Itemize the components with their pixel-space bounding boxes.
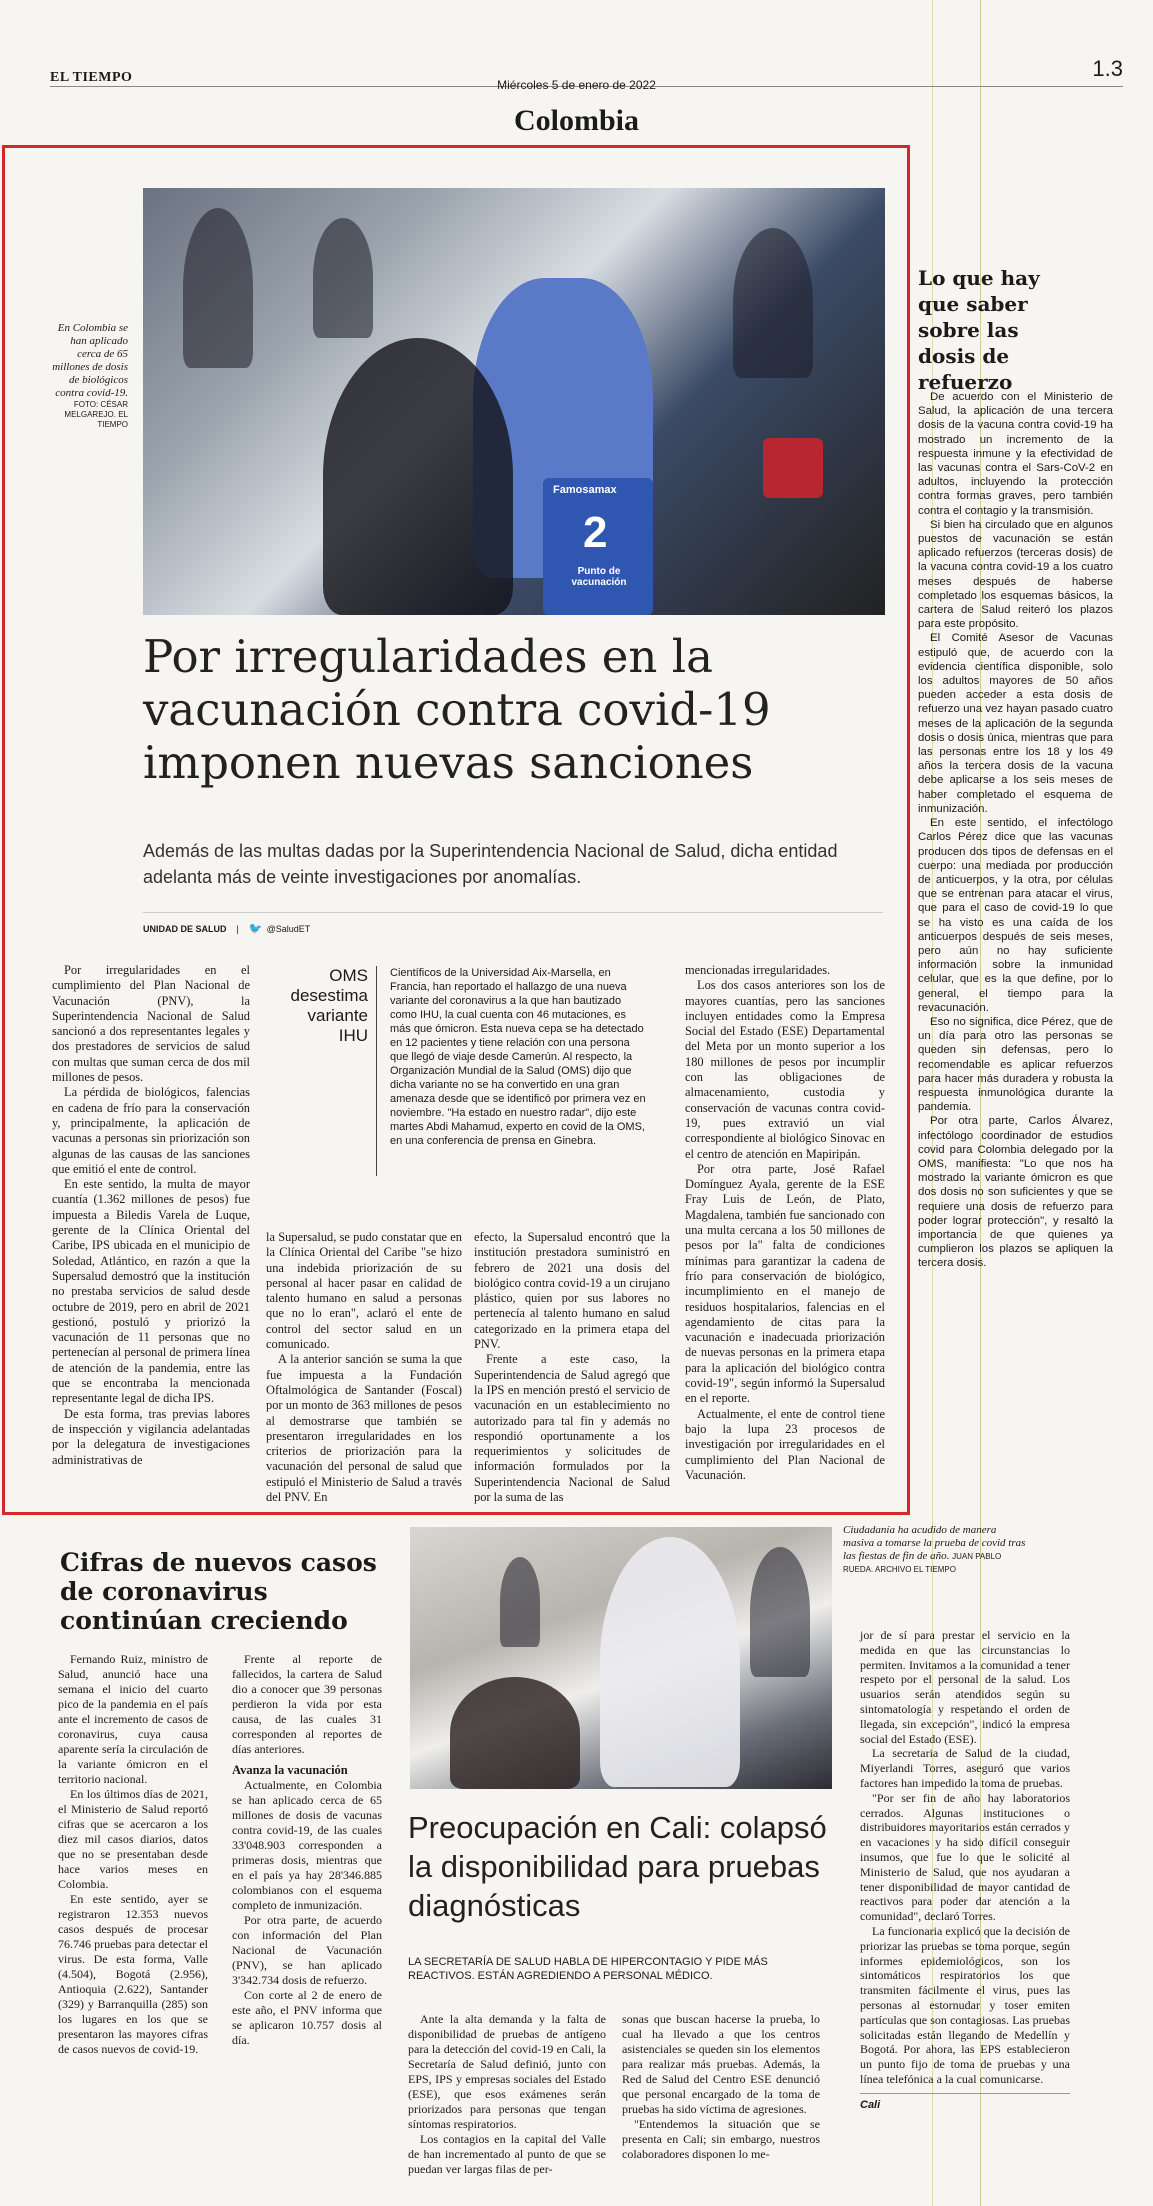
cali-photo (410, 1527, 832, 1789)
main-col-4 (685, 963, 885, 1483)
paragraph: De esta forma, tras previas labores de inspección y vigilancia adelantadas por la delegatura de investigaciones administrativas de (52, 1406, 250, 1467)
byline-bar (143, 912, 883, 937)
photo-sign-brand: Famosamax (553, 484, 617, 496)
cali-headline: Preocupación en Cali: colapsó la disponibilidad para pruebas diagnósticas (408, 1810, 827, 1923)
main-col-2 (266, 1230, 462, 1505)
oms-box-divider (376, 966, 377, 1176)
main-col-3 (474, 1230, 670, 1505)
main-photo-caption (52, 322, 128, 430)
paragraph: Con corte al 2 de enero de este año, el PNV informa que se aplicaron 10.757 dosis al día. (232, 1988, 382, 2047)
photo-figure (600, 1537, 740, 1787)
photo-sign-text: Punto de vacunación (571, 566, 627, 588)
main-photo (143, 188, 885, 615)
photo-figure (313, 218, 373, 338)
paragraph: efecto, la Supersalud encontró que la institución prestadora suministró en febrero de 2021 una dosis del biológico contra covid-19 a un cirujano plástico, quien por sus labores no pertenecía al talento humano en salud categorizado en la primera etapa del PNV. (474, 1230, 670, 1352)
cali-col-2 (622, 2012, 820, 2162)
paragraph: Por otra parte, de acuerdo con información del Plan Nacional de Vacunación (PNV), se han aplicado 3'342.734 dosis de refuerzo. (232, 1913, 382, 1987)
paragraph: En los últimos días de 2021, el Ministerio de Salud reportó cifras que se acercaron a los diez mil casos diarios, datos que no se presentaban desde hace varios meses en Colombia. (58, 1787, 208, 1891)
photo-red-bin (763, 438, 823, 498)
paragraph: En este sentido, el infectólogo Carlos Pérez dice que las vacunas producen dos tipos de defensas en el cuerpo: una mediada por producción de anticuerpos, y la otra, por células que se entrenan para atacar el virus, que para el caso de covid-19 lo que se ha visto es una caída de los anticuerpos después de seis meses, pero aún no hay suficiente información sobre la inmunidad celular, que es la que define, por lo general, el tiempo para la revacunación. (918, 817, 1113, 1014)
paragraph: Por irregularidades en el cumplimiento del Plan Nacional de Vacunación (PNV), la Superintendencia Nacional de Salud sancionó a dos representantes legales y dos prestadores de servicios de salud con multas que suman cerca de dos mil millones de pesos. (52, 963, 250, 1085)
photo-credit: JUAN PABLO RUEDA. ARCHIVO EL TIEMPO (843, 1552, 1002, 1574)
paragraph: La pérdida de biológicos, falencias en cadena de frío para la conservación y, principalmente, la aplicación de vacunas a personas sin priorización son algunas de las causas de las sanciones que emitió el ente de control. (52, 1085, 250, 1176)
byline: UNIDAD DE SALUD (143, 924, 227, 934)
paragraph: sonas que buscan hacerse la prueba, lo cual ha llevado a que los centros asistenciales se queden sin los elementos para realizar más pruebas. Además, la Red de Salud del Centro ESE denunció que personal encargado de la toma de pruebas ha sido víctima de agresiones. (622, 2012, 820, 2116)
paragraph: Si bien ha circulado que en algunos puestos de vacunación se están aplicado refuerzos (terceras dosis) de la vacuna contra covid-19 a los cuatro meses después de haberse completado los esquemas básicos, la cartera de Salud reiteró los plazos para este propósito. (918, 518, 1113, 631)
cali-photo-caption (843, 1524, 1028, 1576)
paragraph: A la anterior sanción se suma la que fue impuesta a la Fundación Oftalmológica de Santander (Foscal) por un monto de 363 millones de pesos al demostrarse que también se presentaron irregularidades en los criterios de priorización para la vacunación del personal de salud que estipuló el Ministerio de Salud a través del PNV. En (266, 1352, 462, 1505)
cali-dek: LA SECRETARÍA DE SALUD HABLA DE HIPERCONTAGIO Y PIDE MÁS REACTIVOS. ESTÁN AGREDIENDO A PERSONAL MÉDICO. (408, 1956, 768, 1982)
paragraph: Los contagios en la capital del Valle de han incrementado al punto de que se puedan ver largas filas de per- (408, 2132, 606, 2176)
photo-sign-number: 2 (583, 508, 608, 557)
paragraph: La secretaria de Salud de la ciudad, Miyerlandi Torres, aseguró que varios factores han impedido la toma de pruebas. (860, 1746, 1070, 1790)
paragraph: mencionadas irregularidades. (685, 963, 831, 977)
main-dek: Además de las multas dadas por la Superintendencia Nacional de Salud, dicha entidad adelanta más de veinte investigaciones por anomalías. (143, 841, 838, 887)
photo-patient (323, 338, 513, 615)
oms-box-title: OMS desestima variante IHU (290, 966, 368, 1045)
masthead: EL TIEMPO (50, 70, 133, 85)
paragraph: Frente al reporte de fallecidos, la cartera de Salud dio a conocer que 39 personas perdieron la vida por esta causa, de las cuales 31 corresponden al reportes de días anteriores. (232, 1652, 382, 1756)
paragraph: jor de sí para prestar el servicio en la medida en que las circunstancias lo permiten. Invitamos a la comunidad a tener respeto por el personal de la salud. Los usuarios serán atendidos según su sintomatología y respetando el orden de llegada, sin excepción", indicó la empresa social del Estado (ESE). (860, 1628, 1070, 1746)
photo-patient (450, 1677, 580, 1789)
sidebar-title: Lo que hay que saber sobre las dosis de refuerzo (918, 266, 1040, 394)
cali-col-1 (408, 2012, 606, 2177)
cifras-headline: Cifras de nuevos casos de coronavirus continúan creciendo (60, 1548, 377, 1635)
paragraph: En este sentido, ayer se registraron 12.353 nuevos casos después de procesar 76.746 pruebas para detectar el virus. De esta forma, Valle (4.504), Bogotá (2.956), Antioquia (2.622), Santander (329) y Barranquilla (285) son los lugares en los que se presentaron las mayores cifras de casos nuevos de covid-19. (58, 1892, 208, 2056)
paragraph: Eso no significa, dice Pérez, que de un día para otro las personas se queden sin defensas, pero lo recomendable es aplicar refuerzos para hacer más duradera y robusta la respuesta inmunológica durante la pandemia. (918, 1015, 1113, 1114)
cali-col-3 (860, 1628, 1070, 2113)
paragraph: Por otra parte, José Rafael Domínguez Ayala, gerente de la ESE Fray Luis de León, de Plato, Magdalena, también fue sancionado con una multa cercana a los 50 millones de pesos por la" falta de condiciones mínimas para garantizar la cadena de frío para conservación de biológico, incumplimiento en el manejo de residuos hospitalarios, falencias en el agendamiento de citas para la vacunación e inadecuada priorización de nuevas personas en la primera etapa para la aplicación del biológico contra covid-19", según informó la Supersalud en el reporte. (685, 1161, 885, 1406)
paragraph: Frente a este caso, la Superintendencia de Salud agregó que la IPS en mención prestó el servicio de vacunación en un establecimiento no autorizado para tal fin y además no respondió oportunamente a los requerimientos y solicitudes de información formulados por la Superintendencia Nacional de Salud por la suma de las (474, 1352, 670, 1505)
cifras-col-2 (232, 1652, 382, 2048)
cifras-col-1 (58, 1652, 208, 2057)
photo-figure (183, 208, 253, 368)
cifras-subhead: Avanza la vacunación (232, 1763, 348, 1777)
issue-date: Miércoles 5 de enero de 2022 (497, 78, 656, 92)
oms-box-text: Científicos de la Universidad Aix-Marsella, en Francia, han reportado el hallazgo de una nueva variante del coronavirus a la que han bautizado como IHU, la cual cuenta con 46 mutaciones, es más que ómicron. Esta nueva cepa se ha detectado en 12 pacientes y tiene relación con una persona que llegó de viaje desde Camerún. Al respecto, la Organización Mundial de la Salud (OMS) dijo que dicha variante no se ha convertido en una gran amenaza desde que se identificó por primera vez en noviembre. "Ha estado en nuestro radar", dijo este martes Abdi Mahamud, experto en covid de la OMS, en una conferencia de prensa en Ginebra. (390, 967, 646, 1147)
photo-credit: FOTO: CÉSAR MELGAREJO. EL TIEMPO (64, 400, 128, 429)
page-number: 1.3 (1092, 56, 1123, 81)
photo-figure (500, 1557, 540, 1647)
caption-text: Ciudadanía ha acudido de manera masiva a tomarse la prueba de covid tras las fiestas de fin de año. (843, 1524, 1026, 1562)
paragraph: Ante la alta demanda y la falta de disponibilidad de pruebas de antígeno para la detección del covid-19 en Cali, la Secretaría de Salud definió, junto con EPS, IPS y empresas sociales del Estado (ESE), que esos exámenes serán priorizados para personas que tengan síntomas respiratorios. (408, 2012, 606, 2131)
sidebar-body (918, 390, 1113, 1271)
cali-signoff: Cali (860, 2098, 881, 2111)
cali-signoff-rule (860, 2093, 1070, 2113)
paragraph: Los dos casos anteriores son los de mayores cuantías, pero las sanciones incluyen entidades como la Empresa Social del Estado (ESE) Departamental del Meta por un monto superior a los 180 millones de pesos por incumplir con las obligaciones de almacenamiento, custodia y conservación de vacunas contra covid-19, pues extravió un vial correspondiente al biológico Sinovac en el centro de atención en Mapiripán. (685, 978, 885, 1161)
paragraph: Actualmente, el ente de control tiene bajo la lupa 23 procesos de investigación por irregularidades en el cumplimiento del Plan Nacional de Vacunación. (685, 1406, 885, 1482)
twitter-handle: @SaludET (266, 924, 311, 934)
paragraph: Actualmente, en Colombia se han aplicado cerca de 65 millones de dosis de vacunas contra covid-19, de las cuales 33'048.903 corresponden a primeras dosis, mientras que en el país ya hay 28'346.885 colombianos con el esquema completo de inmunización. (232, 1778, 382, 1912)
paragraph: En este sentido, la multa de mayor cuantía (1.362 millones de pesos) fue impuesta a Biledis Varela de Luque, gerente de la Clínica Oriental del Caribe, IPS ubicada en el municipio de Soledad, Atlántico, en razón a que la Supersalud demostró que la institución no prestaba servicios de salud desde octubre de 2019, pero en abril de 2021 gestionó, postuló y priorizó la vacunación de 11 personas que no pertenecían al personal de primera línea de atención de la pandemia, entre las que se encontraba la mencionada representante legal de dicha IPS. (52, 1177, 250, 1406)
paragraph: Por otra parte, Carlos Álvarez, infectólogo coordinador de estudios covid para Colombia delegado por la OMS, manifiesta: "Lo que nos ha mostrado la variante ómicron es que dos dosis no son suficientes y que se requiere una dosis de refuerzo para poder lograr protección", y resaltó la importancia de que quienes ya cumplieron los plazos se apliquen la tercera dosis. (918, 1115, 1113, 1270)
section-title: Colombia (513, 104, 639, 137)
paragraph: De acuerdo con el Ministerio de Salud, la aplicación de una tercera dosis de la vacuna contra covid-19 ha mostrado un incremento de la respuesta inmune y la efectividad de las vacunas contra el Sars-CoV-2 en adultos, incluyendo la protección contra formas graves, pero también contra el contagio y la transmisión. (918, 391, 1113, 517)
main-col-1 (52, 963, 250, 1468)
caption-text: En Colombia se han aplicado cerca de 65 millones de dosis de biológicos contra covid-19. (52, 322, 128, 399)
photo-figure (750, 1547, 810, 1677)
paragraph: Fernando Ruiz, ministro de Salud, anunció hace una semana el inicio del cuarto pico de la pandemia en el país ante el incremento de casos de coronavirus, cuya causa aparente sería la circulación de la variante ómicron en el territorio nacional. (58, 1652, 208, 1786)
main-headline: Por irregularidades en la vacunación contra covid-19 imponen nuevas sanciones (143, 630, 771, 789)
byline-separator: | (236, 924, 239, 934)
paragraph: La funcionaria explicó que la decisión de priorizar las pruebas se toma porque, según informes epidemiológicos, son los sintomáticos respiratorios los que transmiten fácilmente el virus, pues las personas al estornudar y toser emiten partículas que son contagiosas. Las pruebas solicitadas están llegando de Medellín y Bogotá. Por ahora, las EPS establecieron un punto fijo de toma de pruebas y una línea telefónica a la cual comunicarse. (860, 1923, 1070, 2086)
paragraph: El Comité Asesor de Vacunas estipuló que, de acuerdo con la evidencia científica disponible, solo los adultos mayores de 50 años pueden acceder a esta dosis de refuerzo una vez hayan pasado cuatro meses de la aplicación de la segunda dosis o dosis única, mientras que para las personas entre los 18 y los 49 años la tercera dosis de la vacuna debe aplicarse a los seis meses de haber completado el esquema de inmunización. (918, 632, 1113, 815)
paragraph: la Supersalud, se pudo constatar que en la Clínica Oriental del Caribe "se hizo una indebida priorización de su personal al hacer pasar en calidad de talento humano en salud a personas que no lo eran", aclaró el ente de control del sector salud en un comunicado. (266, 1230, 462, 1352)
paragraph: "Entendemos la situación que se presenta en Cali; sin embargo, nuestros colaboradores disponen lo me- (622, 2117, 820, 2161)
twitter-bird-icon: 🐦 (248, 923, 263, 935)
paragraph: "Por ser fin de año hay laboratorios cerrados. Algunas instituciones o distribuidores mayoritarios están cerrados y en vacaciones y ha sido difícil conseguir insumos, que fue lo que le solicité al Ministerio de Salud, que nos ayudaran a tener disponibilidad de mayor cantidad de reactivos para poder dar atención a la comunidad", declaró Torres. (860, 1790, 1070, 1924)
photo-figure (733, 228, 813, 378)
